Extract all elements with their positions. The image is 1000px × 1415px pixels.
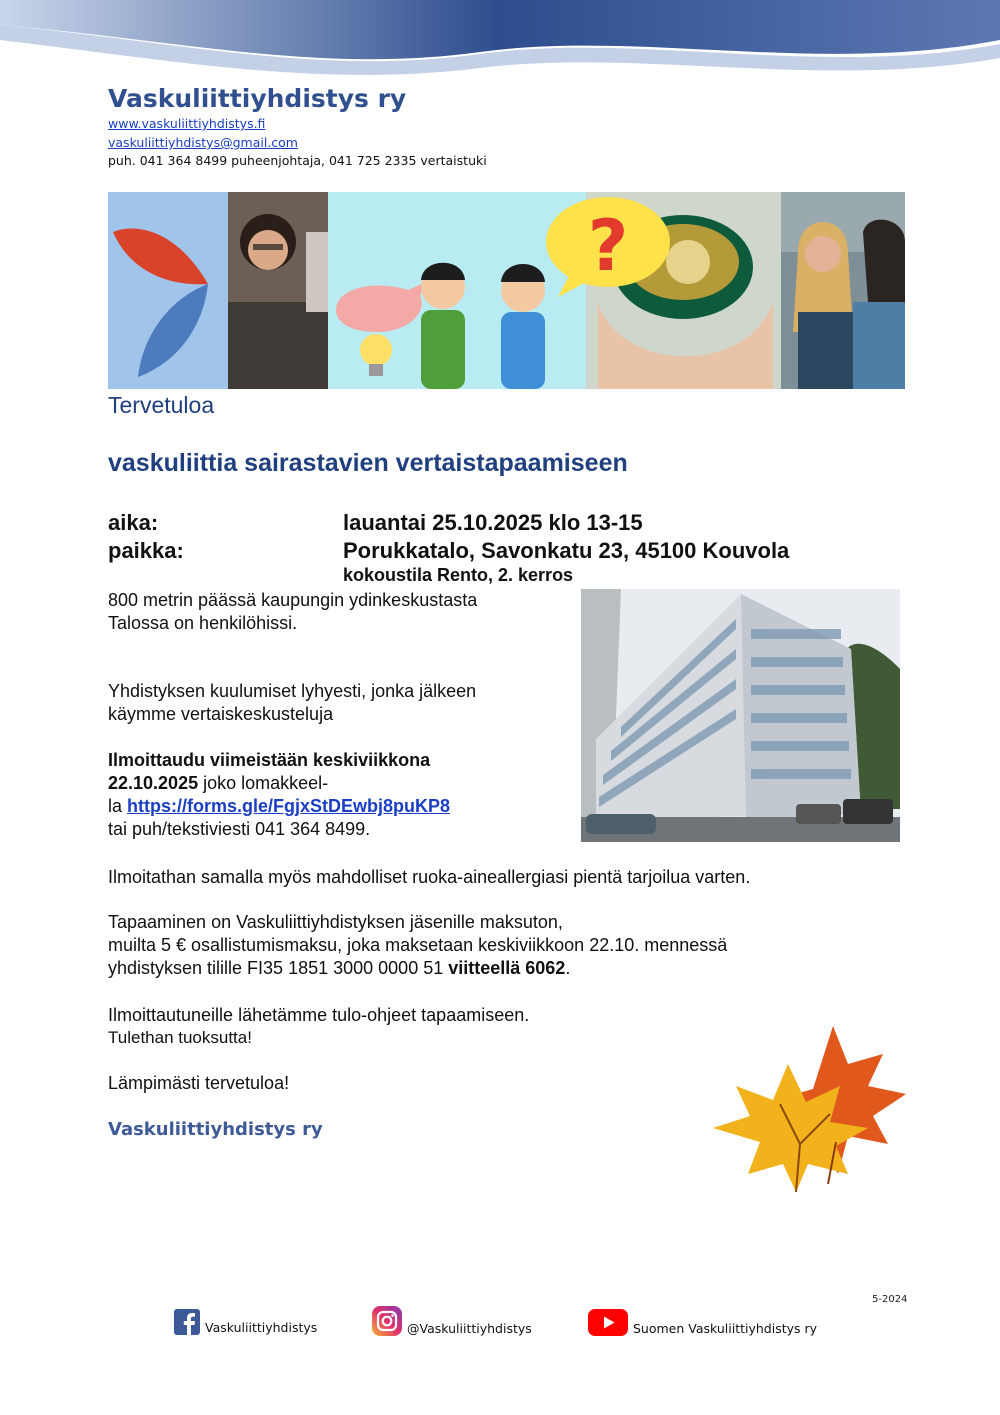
- location-note: 800 metrin päässä kaupungin ydinkeskustasta: [108, 590, 478, 610]
- instagram-label: @Vaskuliittiyhdistys: [407, 1321, 532, 1336]
- facebook-icon: [174, 1309, 200, 1335]
- youtube-label: Suomen Vaskuliittiyhdistys ry: [633, 1321, 818, 1336]
- program-line: käymme vertaiskeskusteluja: [108, 704, 334, 724]
- welcome-heading: Tervetuloa: [108, 392, 215, 418]
- youtube-link[interactable]: [588, 1309, 817, 1336]
- registration-date-line: [108, 772, 450, 795]
- location-notes: [108, 589, 477, 635]
- payment-reference: viitteellä 6062: [448, 958, 566, 978]
- registration-date: 22.10.2025: [108, 773, 199, 793]
- facebook-label: Vaskuliittiyhdistys: [205, 1320, 318, 1335]
- place-value: Porukkatalo, Savonkatu 23, 45100 Kouvola: [343, 538, 790, 563]
- registration-phone: tai puh/tekstiviesti 041 364 8499.: [108, 819, 371, 839]
- event-heading: vaskuliittia sairastavien vertaistapaamiseen: [108, 449, 628, 477]
- bank-account: yhdistyksen tilille FI35 1851 3000 0000 51: [108, 958, 449, 978]
- phone-line: puh. 041 364 8499 puheenjohtaja, 041 725 2335 vertaistuki: [108, 153, 487, 168]
- allergies-text: Ilmoitathan samalla myös mahdolliset ruoka-aineallergiasi pientä tarjoilua varten.: [108, 867, 751, 887]
- fee-period: .: [565, 958, 571, 978]
- document-code: 5-2024: [872, 1294, 908, 1305]
- facebook-link[interactable]: [174, 1309, 317, 1335]
- form-link[interactable]: https://forms.gle/FgjxStDEwbj8puKP8: [127, 796, 451, 816]
- fee-block: [108, 911, 727, 980]
- instructions-text: Ilmoittautuneille lähetämme tulo-ohjeet tapaamiseen.: [108, 1005, 530, 1025]
- signature: Vaskuliittiyhdistys ry: [108, 1119, 323, 1140]
- building-photo: [581, 589, 900, 842]
- instagram-link[interactable]: [372, 1306, 532, 1336]
- time-value: lauantai 25.10.2025 klo 13-15: [343, 510, 643, 535]
- org-title: Vaskuliittiyhdistys ry: [108, 84, 407, 113]
- fee-line: muilta 5 € osallistumismaksu, joka maksetaan keskiviikkoon 22.10. mennessä: [108, 935, 728, 955]
- fragrance-free-text: Tulethan tuoksutta!: [108, 1028, 252, 1047]
- warm-welcome-text: Lämpimästi tervetuloa!: [108, 1073, 290, 1093]
- website-link[interactable]: www.vaskuliittiyhdistys.fi: [108, 116, 266, 131]
- maple-leaves-icon: [708, 1024, 908, 1196]
- registration-link-line: [108, 795, 450, 818]
- registration-block: [108, 749, 450, 841]
- registration-deadline: Ilmoittaudu viimeistään keskiviikkona: [108, 750, 431, 770]
- fee-line: [108, 957, 727, 980]
- time-label: aika:: [108, 510, 159, 535]
- youtube-icon: [588, 1309, 628, 1336]
- fee-line: Tapaaminen on Vaskuliittiyhdistyksen jäsenille maksuton,: [108, 912, 563, 932]
- place-label: paikka:: [108, 538, 184, 563]
- program-text: [108, 680, 476, 726]
- room-value: kokoustila Rento, 2. kerros: [343, 565, 574, 585]
- location-note: Talossa on henkilöhissi.: [108, 613, 298, 633]
- program-line: Yhdistyksen kuulumiset lyhyesti, jonka jälkeen: [108, 681, 477, 701]
- registration-form-text: joko lomakkeel-: [198, 773, 329, 793]
- question-mark-icon: ?: [587, 205, 629, 287]
- header-image-collage: [108, 192, 905, 389]
- email-link[interactable]: vaskuliittiyhdistys@gmail.com: [108, 135, 298, 150]
- instagram-icon: [372, 1306, 402, 1336]
- registration-link-prefix: la: [108, 796, 128, 816]
